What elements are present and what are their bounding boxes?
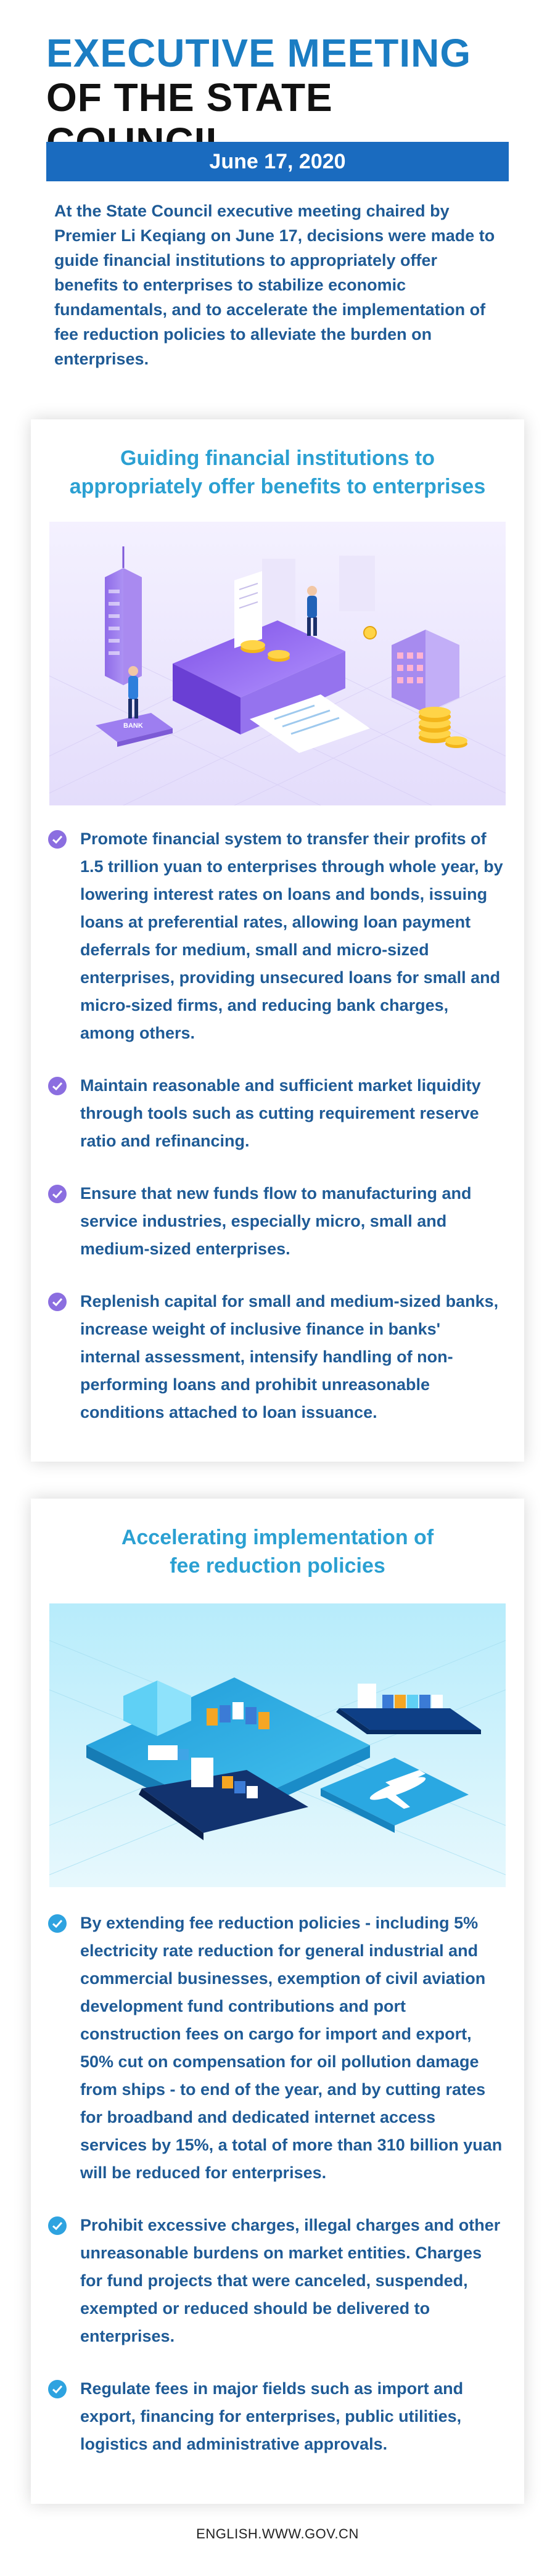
footer-site-url: ENGLISH.WWW.GOV.CN [196,2526,359,2541]
section-1-heading [31,444,524,501]
check-circle-bg [48,1914,67,1933]
check-circle-bg [48,1077,67,1095]
check-circle-bg [48,1185,67,1203]
section-1-heading-line-2: appropriately offer benefits to enterprises [69,475,486,498]
section-financial-benefits [31,419,524,1462]
list-item [31,1288,524,1426]
section-1-heading-line-1: Guiding financial institutions to [120,446,435,470]
date-banner: June 17, 2020 [46,142,509,181]
bullet-text: Replenish capital for small and medium-sized banks, increase weight of inclusive finance in banks' internal assessment, intensify handling of non-performing loans and prohibit unreasonable conditions attached to loan issuance. [80,1292,499,1422]
bullet-text: By extending fee reduction policies - including 5% electricity rate reduction for general industrial and commercial businesses, exemption of civil aviation development fund contributions and port construction fees on cargo for import and export, 50% cut on compensation for oil pollution damage from ships - to end of the year, and by cutting rates for broadband and dedicated internet access services by 15%, a total of more than 310 billion yuan will be reduced for enterprises. [80,1914,503,2182]
section-fee-reduction [31,1499,524,2504]
title-line-1: EXECUTIVE MEETING [46,31,472,75]
title-line-2: OF THE STATE [46,75,333,120]
section-2-heading-line-2: fee reduction policies [170,1554,385,1578]
bullet-text: Prohibit excessive charges, illegal charges and other unreasonable burdens on market entities. Charges for fund projects that were canceled, suspended, exempted or reduced should be delivered to enterprises. [80,2216,501,2345]
bullet-text: Regulate fees in major fields such as import and export, financing for enterprises, public utilities, logistics and administrative approvals. [80,2379,464,2453]
intro-paragraph: At the State Council executive meeting chaired by Premier Li Keqiang on June 17, decisions were made to guide financial institutions to appropriately offer benefits to enterprises to stabilize economic fundamentals, and to accelerate the implementation of fee reduction policies to alleviate the burden on enterprises. [54,202,495,368]
list-item [31,1909,524,2187]
bullet-text: Maintain reasonable and sufficient market liquidity through tools such as cutting requirement reserve ratio and refinancing. [80,1076,481,1150]
check-circle-icon [48,2216,67,2235]
check-circle-bg [48,830,67,849]
check-circle-icon [48,1185,67,1203]
port-illustration [49,1603,506,1887]
check-circle-icon [48,1914,67,1933]
check-circle-icon [48,2380,67,2398]
section-2-heading [31,1523,524,1580]
bank-card-label: BANK [123,722,143,730]
check-circle-bg [48,1293,67,1311]
bullet-text: Promote financial system to transfer their profits of 1.5 trillion yuan to enterprises through whole year, by lowering interest rates on loans and bonds, issuing loans at preferential rates, allowing loan payment deferrals for medium, small and micro-sized enterprises, providing unsecured loans for small and micro-sized firms, and reducing bank charges, among others. [80,829,503,1042]
section-2-heading-line-1: Accelerating implementation of [121,1526,434,1549]
bullet-text: Ensure that new funds flow to manufacturing and service industries, especially micro, small and medium-sized enterprises. [80,1184,472,1258]
list-item [31,1180,524,1263]
finance-illustration [49,522,506,805]
section-2-bullet-list [31,1909,524,2458]
list-item [31,2375,524,2458]
check-circle-bg [48,2216,67,2235]
check-circle-icon [48,1293,67,1311]
section-1-bullet-list [31,825,524,1426]
check-circle-bg [48,2380,67,2398]
list-item [31,1072,524,1155]
check-circle-icon [48,830,67,849]
list-item [31,2212,524,2350]
list-item [31,825,524,1047]
check-circle-icon [48,1077,67,1095]
